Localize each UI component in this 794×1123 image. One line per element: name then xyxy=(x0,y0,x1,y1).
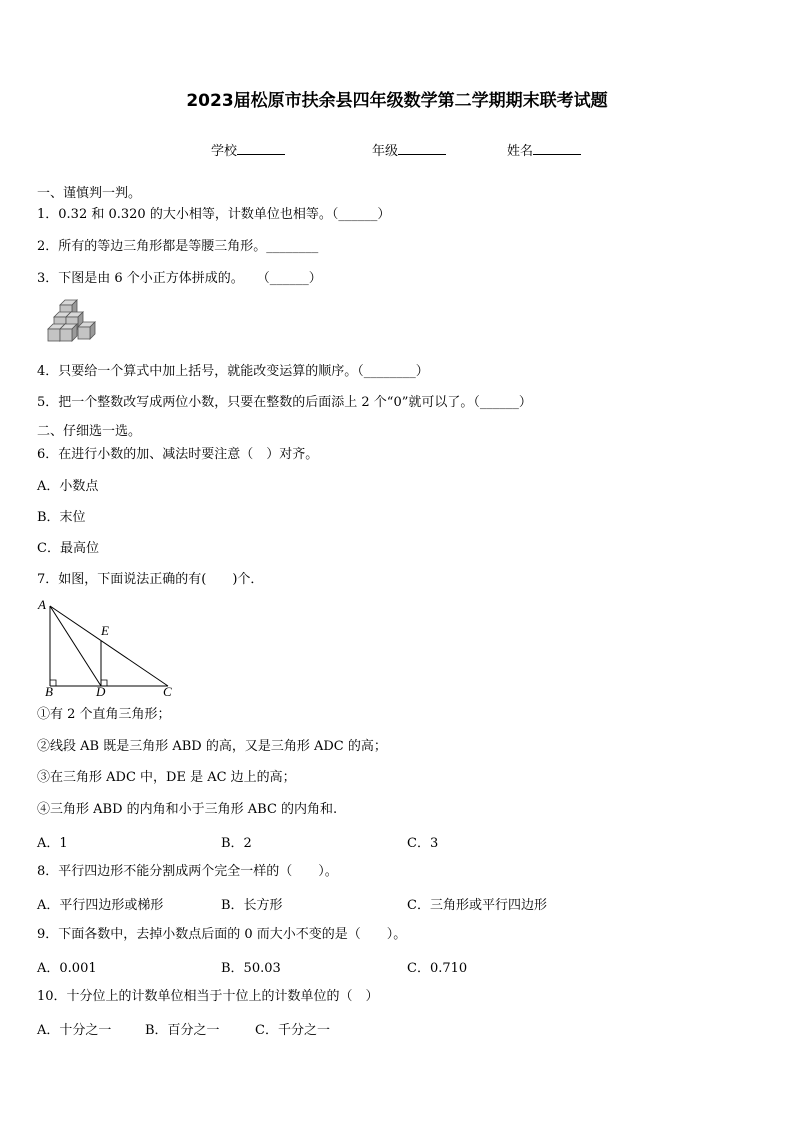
question-6-stem: 6．在进行小数的加、减法时要注意（ ）对齐。 xyxy=(37,447,319,462)
question-7-statement-3: ③在三角形 ADC 中，DE 是 AC 边上的高； xyxy=(37,770,296,785)
question-8-option-c: C．三角形或平行四边形 xyxy=(407,898,547,913)
question-7-stem: 7．如图，下面说法正确的有( )个． xyxy=(37,572,264,587)
question-10-stem: 10．十分位上的计数单位相当于十位上的计数单位的（ ） xyxy=(37,989,379,1004)
cube-bottom-3 xyxy=(78,322,95,339)
question-7-statement-2: ②线段 AB 既是三角形 ABD 的高，又是三角形 ADC 的高； xyxy=(37,739,387,754)
question-3: 3．下图是由 6 个小正方体拼成的。 （______） xyxy=(37,271,322,286)
question-10-option-c: C．千分之一 xyxy=(255,1023,330,1038)
question-9-option-c: C．0.710 xyxy=(407,961,468,976)
name-label: 姓名 xyxy=(507,144,534,159)
triangle-figure xyxy=(36,596,181,698)
question-7-option-a: A．1 xyxy=(37,836,68,851)
section-1-heading: 一、谨慎判一判。 xyxy=(37,186,142,201)
name-blank xyxy=(533,142,581,155)
question-7-statement-4: ④三角形 ABD 的内角和小于三角形 ABC 的内角和. xyxy=(37,802,338,817)
question-8-stem: 8．平行四边形不能分割成两个完全一样的（ ）。 xyxy=(37,864,338,879)
question-4: 4．只要给一个算式中加上括号，就能改变运算的顺序。（________） xyxy=(37,364,429,379)
grade-blank xyxy=(398,142,446,155)
question-1: 1．0.32 和 0.320 的大小相等，计数单位也相等。（______） xyxy=(37,207,391,222)
label-a: A xyxy=(38,597,46,612)
question-2: 2．所有的等边三角形都是等腰三角形。________ xyxy=(37,239,319,254)
question-7-option-c: C．3 xyxy=(407,836,439,851)
page-title: 2023届松原市扶余县四年级数学第二学期期末联考试题 xyxy=(186,91,608,111)
question-9-option-b: B．50.03 xyxy=(221,961,281,976)
label-d: D xyxy=(96,684,106,698)
cube-bottom-2 xyxy=(60,324,77,341)
grade-label: 年级 xyxy=(372,144,399,159)
question-9-stem: 9．下面各数中，去掉小数点后面的 0 而大小不变的是（ ）。 xyxy=(37,927,407,942)
question-10-option-a: A．十分之一 xyxy=(37,1023,112,1038)
name-field xyxy=(507,140,581,159)
question-10-option-b: B．百分之一 xyxy=(145,1023,220,1038)
label-c: C xyxy=(163,684,172,698)
segment-ad xyxy=(50,606,101,686)
section-2-heading: 二、仔细选一选。 xyxy=(37,424,142,439)
cubes-figure xyxy=(44,298,100,352)
label-b: B xyxy=(45,684,53,698)
grade-field xyxy=(372,140,446,159)
question-6-option-a: A．小数点 xyxy=(37,479,99,494)
label-e: E xyxy=(101,623,109,638)
question-7-statement-1: ①有 2 个直角三角形； xyxy=(37,707,171,722)
question-8-option-b: B．长方形 xyxy=(221,898,283,913)
school-label: 学校 xyxy=(211,144,238,159)
school-field xyxy=(211,140,285,159)
question-6-option-b: B．末位 xyxy=(37,510,86,525)
question-5: 5．把一个整数改写成两位小数，只要在整数的后面添上 2 个“0”就可以了。（______） xyxy=(37,395,532,410)
question-9-option-a: A．0.001 xyxy=(37,961,97,976)
question-8-option-a: A．平行四边形或梯形 xyxy=(37,898,164,913)
question-7-option-b: B．2 xyxy=(221,836,252,851)
question-6-option-c: C．最高位 xyxy=(37,541,99,556)
school-blank xyxy=(237,142,285,155)
segment-ac xyxy=(50,606,168,686)
